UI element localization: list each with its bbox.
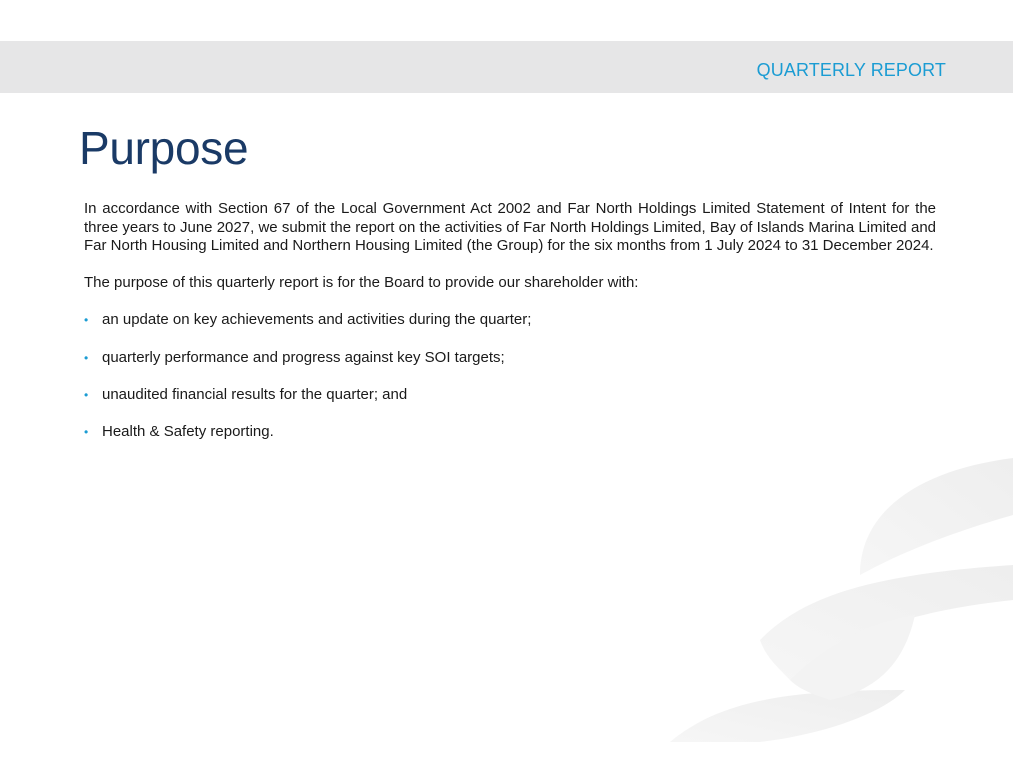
bullet-text: Health & Safety reporting.: [102, 423, 274, 441]
bullet-dot-icon: •: [84, 313, 89, 328]
bullet-dot-icon: •: [84, 350, 89, 365]
bullet-text: an update on key achievements and activities during the quarter;: [102, 311, 532, 329]
bullet-text: quarterly performance and progress against key SOI targets;: [102, 348, 505, 366]
bullet-item: [84, 349, 936, 368]
body-content: [84, 200, 936, 442]
bullet-item: [84, 423, 936, 442]
bullet-item: [84, 311, 936, 330]
report-type-label: QUARTERLY REPORT: [756, 60, 946, 80]
intro-paragraph: In accordance with Section 67 of the Local Government Act 2002 and Far North Holdings Limited Statement of Intent for the three years to June 2027, we submit the report on the activities of Far North Holdings Limited, Bay of Islands Marina Limited and Far North Housing Limited and Northern Housing Limited (the Group) for the six months from 1 July 2024 to 31 December 2024.: [84, 200, 936, 255]
purpose-bullet-list: [84, 311, 936, 442]
header-band: [0, 41, 1013, 93]
bullet-dot-icon: •: [84, 425, 89, 440]
purpose-paragraph: The purpose of this quarterly report is for the Board to provide our shareholder with:: [84, 273, 639, 291]
bullet-dot-icon: •: [84, 387, 89, 402]
page-title: Purpose: [79, 122, 249, 174]
bullet-item: [84, 386, 936, 405]
bullet-text: unaudited financial results for the quarter; and: [102, 385, 408, 403]
